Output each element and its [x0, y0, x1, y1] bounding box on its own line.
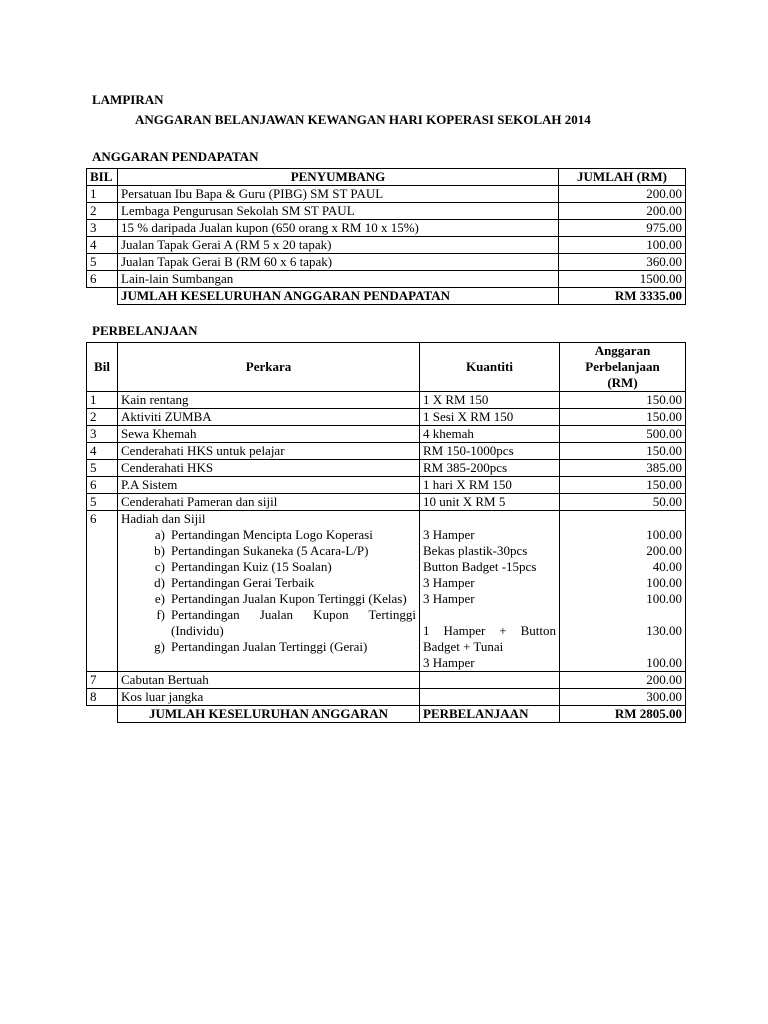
- table-row: [87, 186, 686, 203]
- row-amount: 360.00: [559, 254, 686, 271]
- row-bil: 3: [87, 426, 118, 443]
- row-amount: 385.00: [560, 460, 686, 477]
- row-bil: 5: [87, 494, 118, 511]
- income-table: [86, 168, 686, 305]
- table-row: [87, 220, 686, 237]
- col-penyumbang: PENYUMBANG: [118, 169, 559, 186]
- row-qty: 1 X RM 150: [420, 392, 560, 409]
- table-row: [87, 237, 686, 254]
- row-bil: 6: [87, 511, 118, 672]
- col-anggaran: [560, 343, 686, 392]
- income-heading: ANGGARAN PENDAPATAN: [92, 149, 259, 164]
- list-item: e) Pertandingan Jualan Kupon Tertinggi (Kelas): [154, 591, 407, 606]
- row-amount: 50.00: [560, 494, 686, 511]
- row-bil: 3: [87, 220, 118, 237]
- row-qty: 1 Sesi X RM 150: [420, 409, 560, 426]
- income-total-amount: RM 3335.00: [559, 288, 686, 305]
- expense-total-label: JUMLAH KESELURUHAN ANGGARAN: [118, 706, 420, 723]
- hadiah-list: [121, 527, 416, 655]
- row-amount: 300.00: [560, 689, 686, 706]
- row-amount: 200.00: [559, 186, 686, 203]
- hadiah-row: [87, 511, 686, 672]
- row-bil: 1: [87, 392, 118, 409]
- row-bil: 6: [87, 271, 118, 288]
- hadiah-qty: 3 Hamper Bekas plastik-30pcs Button Badget -15pcs 3 Hamper 3 Hamper 1 Hamper + Button Badget + Tunai 3 Hamper: [420, 511, 560, 672]
- lampiran-label: LAMPIRAN: [92, 92, 164, 107]
- row-qty: RM 385-200pcs: [420, 460, 560, 477]
- row-bil: 1: [87, 186, 118, 203]
- list-item: f) Pertandingan Jualan Kupon Tertinggi (Individu): [156, 607, 416, 638]
- table-row: [87, 477, 686, 494]
- table-row: [87, 443, 686, 460]
- table-row: [87, 460, 686, 477]
- row-qty: 1 hari X RM 150: [420, 477, 560, 494]
- table-row: [87, 689, 686, 706]
- row-bil: 2: [87, 203, 118, 220]
- row-item: Jualan Tapak Gerai A (RM 5 x 20 tapak): [118, 237, 559, 254]
- row-item: Kos luar jangka: [118, 689, 420, 706]
- table-row: [87, 254, 686, 271]
- row-bil: 7: [87, 672, 118, 689]
- row-amount: 150.00: [560, 443, 686, 460]
- row-amount: 975.00: [559, 220, 686, 237]
- table-row: [87, 203, 686, 220]
- table-row: [87, 426, 686, 443]
- row-item: Aktiviti ZUMBA: [118, 409, 420, 426]
- row-qty: RM 150-1000pcs: [420, 443, 560, 460]
- row-item: Persatuan Ibu Bapa & Guru (PIBG) SM ST PAUL: [118, 186, 559, 203]
- row-item: Cabutan Bertuah: [118, 672, 420, 689]
- col-jumlah: JUMLAH (RM): [559, 169, 686, 186]
- income-total-label: JUMLAH KESELURUHAN ANGGARAN PENDAPATAN: [118, 288, 559, 305]
- col-anggaran-line3: (RM): [607, 375, 638, 390]
- row-amount: 150.00: [560, 477, 686, 494]
- expense-heading: PERBELANJAAN: [92, 323, 198, 338]
- list-item: g) Pertandingan Jualan Tertinggi (Gerai): [154, 639, 368, 654]
- row-item: Cenderahati Pameran dan sijil: [118, 494, 420, 511]
- table-row: [87, 494, 686, 511]
- income-header-row: [87, 169, 686, 186]
- row-amount: 200.00: [559, 203, 686, 220]
- row-item: Jualan Tapak Gerai B (RM 60 x 6 tapak): [118, 254, 559, 271]
- row-item: 15 % daripada Jualan kupon (650 orang x RM 10 x 15%): [118, 220, 559, 237]
- row-item: Lembaga Pengurusan Sekolah SM ST PAUL: [118, 203, 559, 220]
- table-row: [87, 271, 686, 288]
- row-qty: [420, 672, 560, 689]
- row-item: Cenderahati HKS untuk pelajar: [118, 443, 420, 460]
- row-item: Cenderahati HKS: [118, 460, 420, 477]
- row-bil: 4: [87, 237, 118, 254]
- row-amount: 500.00: [560, 426, 686, 443]
- row-amount: 100.00: [559, 237, 686, 254]
- row-qty: 10 unit X RM 5: [420, 494, 560, 511]
- row-bil: 6: [87, 477, 118, 494]
- row-qty: [420, 689, 560, 706]
- row-bil: 8: [87, 689, 118, 706]
- col-anggaran-line1: Anggaran: [594, 343, 651, 358]
- row-amount: 150.00: [560, 409, 686, 426]
- row-amount: 1500.00: [559, 271, 686, 288]
- row-bil: 2: [87, 409, 118, 426]
- expense-table: [86, 342, 686, 723]
- row-qty: 4 khemah: [420, 426, 560, 443]
- list-item: b) Pertandingan Sukaneka (5 Acara-L/P): [154, 543, 369, 558]
- row-amount: 200.00: [560, 672, 686, 689]
- row-item: Kain rentang: [118, 392, 420, 409]
- expense-total-label-b: PERBELANJAAN: [420, 706, 560, 723]
- list-item: d) Pertandingan Gerai Terbaik: [154, 575, 315, 590]
- document-title: ANGGARAN BELANJAWAN KEWANGAN HARI KOPERASI SEKOLAH 2014: [135, 112, 591, 127]
- table-row: [87, 409, 686, 426]
- income-total-row: [87, 288, 686, 305]
- row-bil: 5: [87, 254, 118, 271]
- row-amount: 150.00: [560, 392, 686, 409]
- col-anggaran-line2: Perbelanjaan: [585, 359, 660, 374]
- row-bil: 4: [87, 443, 118, 460]
- list-item: c) Pertandingan Kuiz (15 Soalan): [154, 559, 332, 574]
- col-perkara: Perkara: [118, 343, 420, 392]
- hadiah-title: Hadiah dan Sijil: [121, 511, 206, 526]
- expense-total-amount: RM 2805.00: [560, 706, 686, 723]
- col-bil: Bil: [87, 343, 118, 392]
- hadiah-amounts: 100.00 200.00 40.00 100.00 100.00 130.00 100.00: [560, 511, 686, 672]
- col-bil: BIL: [87, 169, 118, 186]
- table-row: [87, 672, 686, 689]
- row-bil: 5: [87, 460, 118, 477]
- col-kuantiti: Kuantiti: [420, 343, 560, 392]
- expense-total-row: [87, 706, 686, 723]
- list-item: a) Pertandingan Mencipta Logo Koperasi: [154, 527, 373, 542]
- expense-header-row: [87, 343, 686, 392]
- hadiah-items: [118, 511, 420, 672]
- row-item: Lain-lain Sumbangan: [118, 271, 559, 288]
- row-item: P.A Sistem: [118, 477, 420, 494]
- table-row: [87, 392, 686, 409]
- row-item: Sewa Khemah: [118, 426, 420, 443]
